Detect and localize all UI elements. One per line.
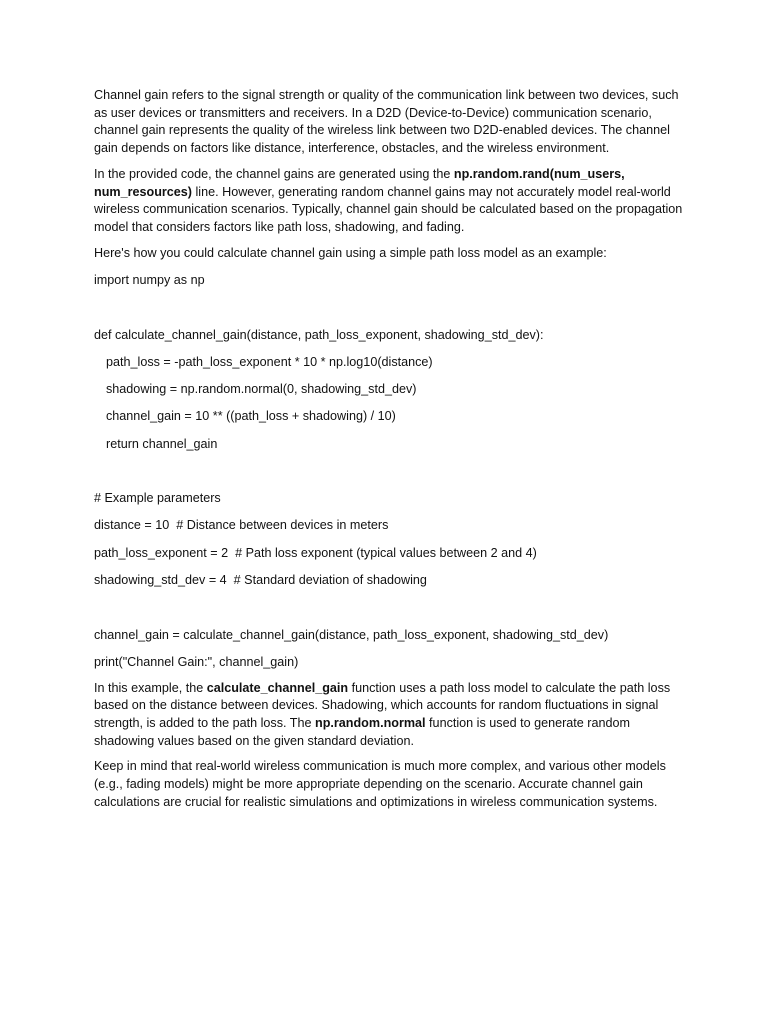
bold-function-name: calculate_channel_gain (206, 680, 349, 695)
intro-paragraph: Channel gain refers to the signal strength or quality of the communication link between two devices, such as user devices or transmitters and receivers. In a D2D (Device-to-Device) communication scenario, channel gain represents the quality of the wireless link between two D2D-enabled devices. The channel gain depends on factors like distance, interference, obstacles, and the wireless environment. (94, 88, 679, 156)
example-intro-paragraph: Here's how you could calculate channel gain using a simple path loss model as an example: (94, 245, 607, 260)
code-shadowing-line: shadowing = np.random.normal(0, shadowing_std_dev) (106, 382, 417, 397)
code-path-loss-line: path_loss = -path_loss_exponent * 10 * np.log10(distance) (106, 354, 433, 369)
text-run: In this example, the (94, 680, 207, 695)
text-run: In the provided code, the channel gains are generated using the (94, 166, 454, 181)
bold-function-name: np.random.normal (315, 716, 426, 730)
blank-line (94, 299, 684, 326)
text-run: function uses a path loss model to calculate the path loss based on the distance between devices. Shadowing, which accounts for random fluctuations in signal strength, is added to the path loss. The (94, 680, 671, 730)
blank-line (94, 599, 684, 626)
code-call-line: channel_gain = calculate_channel_gain(distance, path_loss_exponent, shadowing_std_dev) (94, 627, 609, 642)
document-body (94, 87, 684, 820)
provided-code-paragraph (94, 166, 684, 237)
text-run: function is used to generate random shadowing values based on the given standard deviation. (94, 716, 630, 748)
explanation-paragraph (94, 680, 684, 751)
text-run: line. However, generating random channel gains may not accurately model real-world wireless communication scenarios. Typically, channel gain should be calculated based on the propagation model that considers factors like path loss, shadowing, and fading. (94, 184, 683, 234)
code-distance-line: distance = 10 # Distance between devices in meters (94, 518, 389, 533)
blank-line (94, 463, 684, 490)
code-def-line: def calculate_channel_gain(distance, path_loss_exponent, shadowing_std_dev): (94, 327, 544, 342)
code-return-line: return channel_gain (106, 436, 218, 451)
code-exponent-line: path_loss_exponent = 2 # Path loss exponent (typical values between 2 and 4) (94, 545, 537, 560)
code-channel-gain-line: channel_gain = 10 ** ((path_loss + shadowing) / 10) (106, 409, 396, 424)
closing-paragraph: Keep in mind that real-world wireless communication is much more complex, and various other models (e.g., fading models) might be more appropriate depending on the scenario. Accurate channel gain calculations are crucial for realistic simulations and optimizations in wireless communication systems. (94, 759, 666, 809)
code-print-line: print("Channel Gain:", channel_gain) (94, 654, 299, 669)
code-std-dev-line: shadowing_std_dev = 4 # Standard deviation of shadowing (94, 573, 427, 588)
code-import-line: import numpy as np (94, 272, 205, 287)
code-comment-line: # Example parameters (94, 491, 221, 506)
bold-code-reference: np.random.rand(num_users, num_resources) (94, 166, 625, 199)
